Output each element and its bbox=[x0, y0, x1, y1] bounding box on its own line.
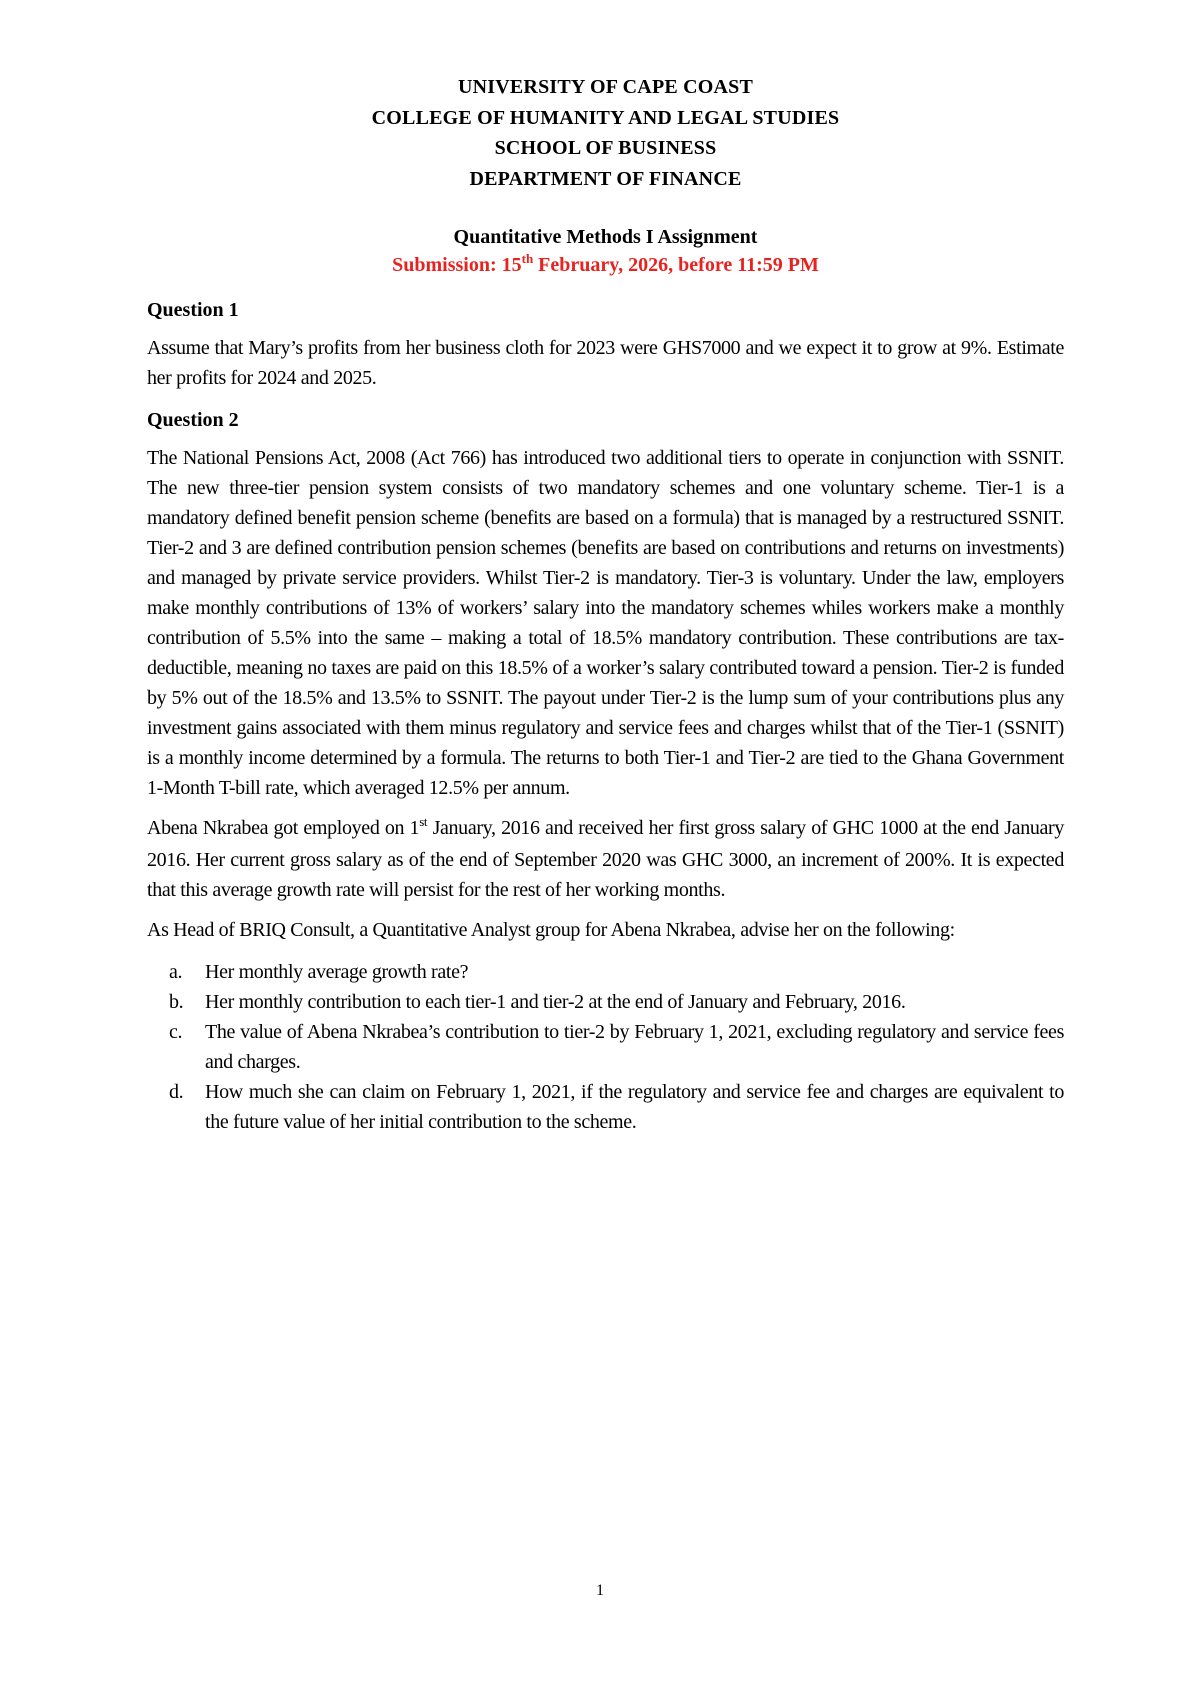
question-2-paragraph-1: The National Pensions Act, 2008 (Act 766) has introduced two additional tiers to operate in conjunction with SSNIT. The new three-tier pension system consists of two mandatory schemes and one voluntary scheme. Tier-1 is a mandatory defined benefit pension scheme (benefits are based on a formula) that is managed by a restructured SSNIT. Tier-2 and 3 are defined contribution pension schemes (benefits are based on contributions and returns on investments) and managed by private service providers. Whilst Tier-2 is mandatory. Tier-3 is voluntary. Under the law, employers make monthly contributions of 13% of workers’ salary into the mandatory schemes whiles workers make a monthly contribution of 5.5% into the same – making a total of 18.5% mandatory contribution. These contributions are tax-deductible, meaning no taxes are paid on this 18.5% of a worker’s salary contributed toward a pension. Tier-2 is funded by 5% out of the 18.5% and 13.5% to SSNIT. The payout under Tier-2 is the lump sum of your contributions plus any investment gains associated with them minus regulatory and service fees and charges whilst that of the Tier-1 (SSNIT) is a monthly income determined by a formula. The returns to both Tier-1 and Tier-2 are tied to the Ghana Government 1-Month T-bill rate, which averaged 12.5% per annum. bbox=[147, 447, 1064, 799]
assignment-title: Quantitative Methods I Assignment bbox=[453, 226, 758, 248]
college-name: COLLEGE OF HUMANITY AND LEGAL STUDIES bbox=[371, 106, 840, 129]
list-item bbox=[147, 957, 1064, 987]
question-2-paragraph-2 bbox=[147, 813, 1064, 905]
list-marker: b. bbox=[169, 991, 184, 1013]
list-item bbox=[147, 1017, 1064, 1077]
page-number: 1 bbox=[596, 1582, 604, 1599]
list-item-text: The value of Abena Nkrabea’s contribution to tier-2 by February 1, 2021, excluding regulatory and service fees and charges. bbox=[205, 1021, 1064, 1073]
list-item bbox=[147, 1077, 1064, 1137]
submission-prefix: Submission: 15 bbox=[392, 254, 522, 276]
sub-question-list bbox=[147, 957, 1064, 1137]
submission-deadline bbox=[147, 251, 1064, 281]
paragraph-2-suffix: January, 2016 and received her first gross salary of GHC 1000 at the end January 2016. Her current gross salary as of the end of September 2020 was GHC 3000, an increment of 200%. It is expected that this average growth rate will persist for the rest of her working months. bbox=[147, 817, 1064, 901]
list-marker: a. bbox=[169, 961, 183, 983]
school-name: SCHOOL OF BUSINESS bbox=[494, 137, 717, 159]
assignment-title-block bbox=[147, 223, 1064, 281]
submission-suffix: February, 2026, before 11:59 PM bbox=[533, 254, 819, 276]
department-name: DEPARTMENT OF FINANCE bbox=[469, 167, 742, 190]
list-item-text: Her monthly average growth rate? bbox=[205, 961, 469, 983]
list-marker: c. bbox=[169, 1021, 183, 1043]
question-2-paragraph-3: As Head of BRIQ Consult, a Quantitative Analyst group for Abena Nkrabea, advise her on the following: bbox=[147, 919, 955, 941]
paragraph-2-prefix: Abena Nkrabea got employed on 1 bbox=[147, 817, 420, 839]
question-2-heading: Question 2 bbox=[147, 409, 239, 431]
list-marker: d. bbox=[169, 1081, 184, 1103]
question-1-text: Assume that Mary’s profits from her business cloth for 2023 were GHS7000 and we expect it to grow at 9%. Estimate her profits for 2024 and 2025. bbox=[147, 337, 1064, 389]
list-item-text: Her monthly contribution to each tier-1 and tier-2 at the end of January and February, 2016. bbox=[205, 991, 906, 1013]
list-item-text: How much she can claim on February 1, 2021, if the regulatory and service fee and charges are equivalent to the future value of her initial contribution to the scheme. bbox=[205, 1081, 1064, 1133]
list-item bbox=[147, 987, 1064, 1017]
submission-superscript: th bbox=[521, 251, 534, 266]
question-1-heading: Question 1 bbox=[147, 299, 239, 321]
institution-header bbox=[147, 72, 1064, 194]
university-name: UNIVERSITY OF CAPE COAST bbox=[457, 76, 754, 98]
paragraph-2-superscript: st bbox=[419, 814, 428, 829]
